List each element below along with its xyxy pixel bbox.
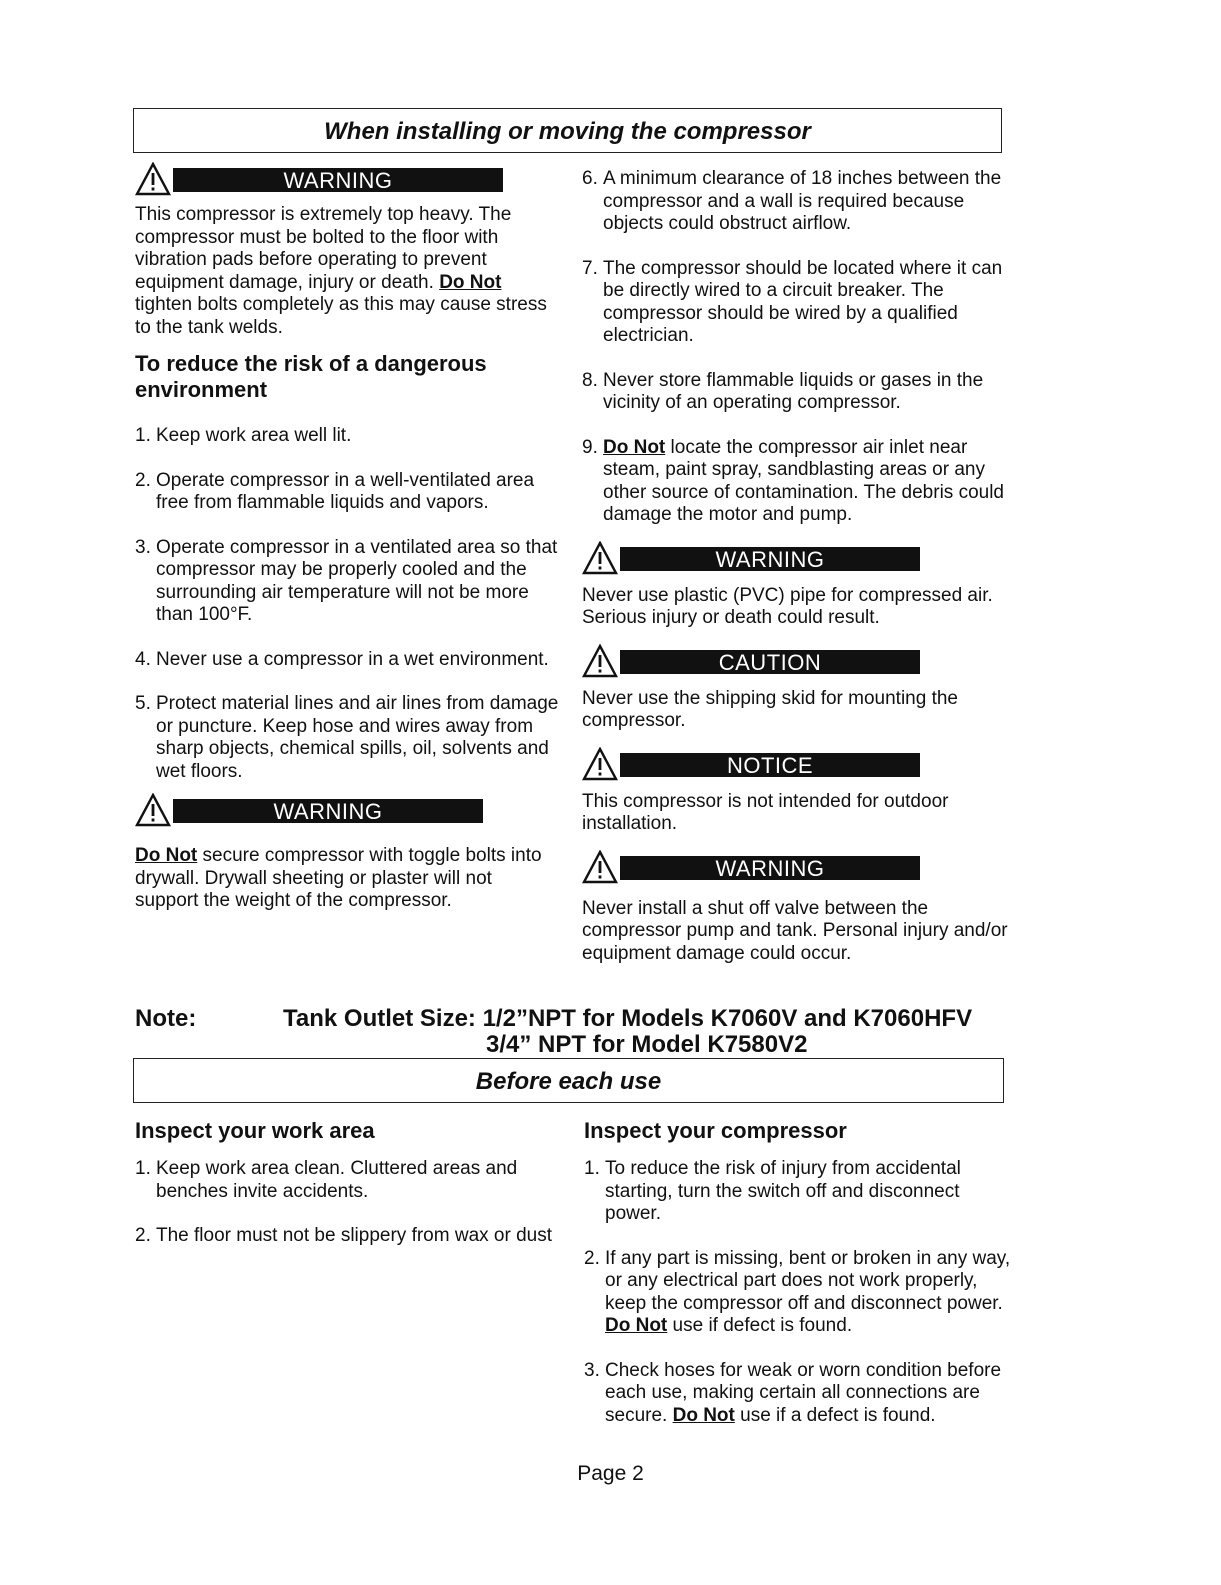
work-area-heading: Inspect your work area xyxy=(135,1118,375,1143)
caution-label: CAUTION xyxy=(620,650,920,674)
work-area-column xyxy=(135,1118,560,1248)
warning-triangle-icon xyxy=(135,162,171,196)
compressor-heading: Inspect your compressor xyxy=(584,1118,847,1143)
do-not-emphasis: Do Not xyxy=(135,845,198,866)
page-number: Page 2 xyxy=(577,1462,644,1485)
list-item: 2. If any part is missing, bent or broken in any way, or any electrical part does not work properly, keep the compressor off and disconnect power. Do Not use if defect is found. xyxy=(584,1247,1011,1336)
warning-label: WARNING xyxy=(173,168,503,192)
warning-text-pvc: Never use plastic (PVC) pipe for compressed air. Serious injury or death could result. xyxy=(582,584,993,628)
notice-signal xyxy=(582,751,1022,781)
warning-signal-2 xyxy=(135,797,560,827)
right-column xyxy=(582,168,1022,965)
warning-triangle-icon xyxy=(582,850,618,884)
do-not-emphasis: Do Not xyxy=(672,1404,735,1426)
do-not-emphasis: Do Not xyxy=(439,271,502,293)
list-item: 9. Do Not locate the compressor air inlet near steam, paint spray, sandblasting areas or any other source of contamination. The debris could damage the motor and pump. xyxy=(582,436,1004,525)
list-item: 1. Keep work area well lit. xyxy=(135,425,352,446)
list-item: 3. Check hoses for weak or worn condition before each use, making certain all connections are secure. Do Not use if a defect is found. xyxy=(584,1359,1002,1426)
warning-signal-3 xyxy=(582,545,1022,575)
warning-triangle-icon xyxy=(135,793,171,827)
compressor-column xyxy=(584,1118,1014,1427)
warning-label: WARNING xyxy=(173,799,483,823)
warning-label: WARNING xyxy=(620,547,920,571)
left-column xyxy=(135,166,560,913)
note-label: Note: xyxy=(135,1005,197,1032)
warning-text-top-heavy: This compressor is extremely top heavy. The compressor must be bolted to the floor with vibration pads before operating to prevent equipment damage, injury or death. Do Not tighten bolts completely as this may cause stress to the tank welds. xyxy=(135,204,547,338)
list-item: 1. Keep work area clean. Cluttered areas and benches invite accidents. xyxy=(135,1158,518,1202)
section-title-installing: When installing or moving the compressor xyxy=(133,108,1002,153)
warning-triangle-icon xyxy=(582,541,618,575)
caution-text-skid: Never use the shipping skid for mounting the compressor. xyxy=(582,687,958,731)
list-item: 1. To reduce the risk of injury from accidental starting, turn the switch off and disconnect power. xyxy=(584,1158,961,1224)
list-item: 7. The compressor should be located where it can be directly wired to a circuit breaker. The compressor should be wired by a qualified electrician. xyxy=(582,257,1003,346)
warning-text-drywall: Do Not secure compressor with toggle bolts into drywall. Drywall sheeting or plaster will not support the weight of the compressor. xyxy=(135,845,542,911)
warning-text-shutoff-valve: Never install a shut off valve between the compressor pump and tank. Personal injury and/or equipment damage could occur. xyxy=(582,897,1008,964)
section-title-before-use: Before each use xyxy=(133,1058,1004,1103)
warning-signal-1 xyxy=(135,166,560,196)
risk-heading: To reduce the risk of a dangerous environment xyxy=(135,351,487,402)
list-item: 8. Never store flammable liquids or gases in the vicinity of an operating compressor. xyxy=(582,369,984,413)
warning-triangle-icon xyxy=(582,747,618,781)
list-item: 6. A minimum clearance of 18 inches between the compressor and a wall is required because objects could obstruct airflow. xyxy=(582,168,1002,234)
tank-outlet-line2: 3/4” NPT for Model K7580V2 xyxy=(486,1031,808,1058)
list-item: 2. The floor must not be slippery from wax or dust xyxy=(135,1225,552,1246)
tank-outlet-line1: Tank Outlet Size: 1/2”NPT for Models K7060V and K7060HFV xyxy=(283,1005,973,1032)
list-item: 4. Never use a compressor in a wet environment. xyxy=(135,648,549,670)
caution-signal xyxy=(582,648,1022,678)
do-not-emphasis: Do Not xyxy=(603,436,666,458)
warning-triangle-icon xyxy=(582,644,618,678)
list-item: 3. Operate compressor in a ventilated area so that compressor may be properly cooled and the surrounding air temperature will not be more than 100°F. xyxy=(135,536,558,625)
notice-text-outdoor: This compressor is not intended for outdoor installation. xyxy=(582,790,949,834)
notice-label: NOTICE xyxy=(620,753,920,777)
warning-signal-4 xyxy=(582,854,1022,884)
do-not-emphasis: Do Not xyxy=(605,1315,668,1336)
list-item: 5. Protect material lines and air lines from damage or puncture. Keep hose and wires away from sharp objects, chemical spills, oil, solvents and wet floors. xyxy=(135,693,559,782)
list-item: 2. Operate compressor in a well-ventilated area free from flammable liquids and vapors. xyxy=(135,469,535,513)
warning-label: WARNING xyxy=(620,856,920,880)
